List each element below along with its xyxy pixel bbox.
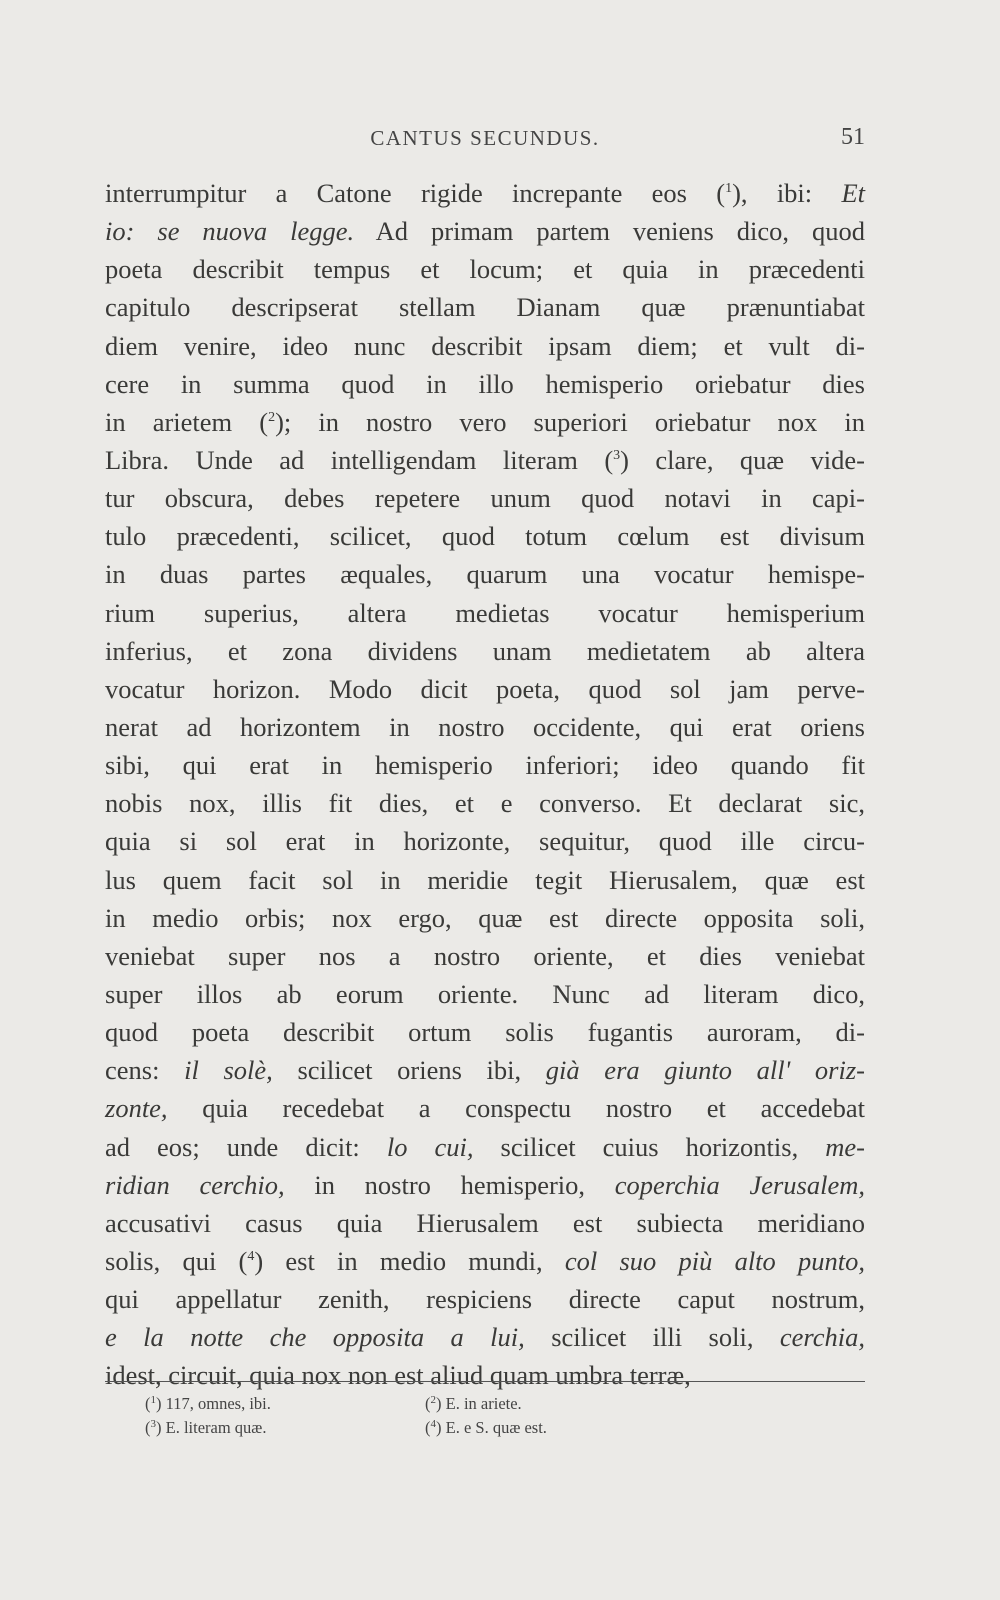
text-line [105, 822, 865, 860]
italic-text: lo cui, [386, 1131, 474, 1162]
text-line [105, 899, 865, 937]
text-line [105, 784, 865, 822]
text-segment: qui appellatur zenith, respiciens directe caput nostrum, [105, 1284, 865, 1315]
footnote-row [145, 1392, 705, 1416]
footnote-text: 117, omnes, ibi. [161, 1394, 271, 1413]
footnote-mark: 2 [430, 1394, 436, 1406]
text-segment: ) clare, quæ vide- [620, 444, 865, 475]
footnote-1: ($^1$) 117, omnes, ibi. [145, 1394, 271, 1413]
text-segment: interrumpitur a Catone rigide increpante eos ( [105, 178, 726, 208]
running-title: CANTUS SECUNDUS. [370, 126, 600, 150]
body-text [105, 174, 865, 1395]
text-line [105, 594, 865, 632]
running-head [105, 126, 865, 156]
footnote-reference: 1 [725, 181, 733, 196]
text-line [105, 1051, 865, 1089]
italic-text: Et [841, 178, 865, 208]
footnote-row [145, 1416, 705, 1440]
text-segment: in duas partes æquales, quarum una vocatur hemispe- [105, 559, 865, 590]
text-segment: quia recedebat a conspectu nostro et accedebat [167, 1093, 865, 1124]
text-segment: cens: [105, 1055, 185, 1086]
italic-text: zonte, [105, 1093, 168, 1124]
footnote-mark: 1 [150, 1394, 156, 1406]
italic-text: cerchia, [779, 1322, 865, 1353]
text-segment: Ad primam partem veniens dico, quod [354, 216, 865, 247]
text-line [105, 1013, 865, 1051]
text-line [105, 1242, 865, 1280]
text-line [105, 861, 865, 899]
text-line [105, 1356, 865, 1394]
text-segment: diem venire, ideo nunc describit ipsam diem; et vult di- [105, 330, 865, 361]
text-line [105, 517, 865, 555]
text-segment: super illos ab eorum oriente. Nunc ad literam dico, [105, 978, 865, 1009]
italic-text: io: se nuova legge. [105, 216, 355, 247]
footnote-2: ($^2$) E. in ariete. [425, 1394, 522, 1413]
footnote-reference: 2 [268, 409, 276, 425]
text-line [105, 288, 865, 326]
italic-text: ridian cerchio, [105, 1169, 285, 1200]
footnotes [145, 1392, 705, 1440]
text-line [105, 708, 865, 746]
text-segment: sibi, qui erat in hemisperio inferiori; ideo quando fit [105, 750, 865, 781]
text-segment: nerat ad horizontem in nostro occidente, qui erat oriens [105, 711, 865, 742]
text-segment: quia si sol erat in horizonte, sequitur, quod ille circu- [105, 826, 865, 857]
text-segment: quod poeta describit ortum solis fugantis auroram, di- [105, 1017, 865, 1048]
italic-text: coperchia Jerusalem, [614, 1169, 866, 1200]
text-line [105, 327, 865, 365]
text-segment: rium superius, altera medietas vocatur hemisperium [105, 597, 865, 628]
text-segment: tulo præcedenti, scilicet, quod totum cœlum est divisum [105, 521, 865, 552]
text-segment: solis, qui ( [105, 1245, 248, 1276]
footnote-4: ($^4$) E. e S. quæ est. [425, 1418, 547, 1437]
text-segment: tur obscura, debes repetere unum quod notavi in capi- [105, 483, 865, 514]
text-line [105, 1128, 865, 1166]
footnote-text: E. in ariete. [441, 1394, 522, 1413]
text-segment: poeta describit tempus et locum; et quia in præcedenti [105, 254, 865, 285]
text-line [105, 479, 865, 517]
text-segment: ), ibi: [732, 178, 842, 208]
text-line [105, 250, 865, 288]
footnote-rule [105, 1381, 865, 1382]
text-segment: nobis nox, illis fit dies, et e converso. Et declarat sic, [105, 788, 865, 819]
text-line [105, 975, 865, 1013]
text-line [105, 1166, 865, 1204]
text-segment: ad eos; unde dicit: [105, 1131, 387, 1162]
text-line [105, 555, 865, 593]
text-line [105, 365, 865, 403]
text-line [105, 937, 865, 975]
footnote-text: E. e S. quæ est. [441, 1418, 547, 1437]
text-line [105, 1318, 865, 1356]
text-segment: vocatur horizon. Modo dicit poeta, quod sol jam perve- [105, 673, 865, 704]
text-segment: in arietem ( [105, 406, 269, 437]
italic-text: col suo più alto punto, [564, 1245, 865, 1276]
italic-text: già era giunto all' oriz- [545, 1055, 865, 1086]
text-line [105, 403, 865, 441]
footnote-reference: 4 [247, 1248, 255, 1264]
italic-text: me- [825, 1131, 865, 1162]
text-line [105, 212, 865, 250]
text-segment: scilicet cuius horizontis, [473, 1131, 826, 1162]
italic-text: il solè, [184, 1055, 273, 1086]
text-segment: ); in nostro vero superiori oriebatur nox in [275, 406, 865, 437]
text-segment: capitulo descripserat stellam Dianam quæ prænuntiabat [105, 292, 865, 323]
text-segment: lus quem facit sol in meridie tegit Hierusalem, quæ est [105, 864, 865, 895]
text-segment: scilicet oriens ibi, [272, 1055, 546, 1086]
text-line [105, 1204, 865, 1242]
text-segment: inferius, et zona dividens unam medietatem ab altera [105, 635, 865, 666]
text-line [105, 1089, 865, 1127]
footnote-reference: 3 [613, 447, 621, 463]
text-segment: accusativi casus quia Hierusalem est subiecta meridiano [105, 1207, 865, 1238]
footnote-3: ($^3$) E. literam quæ. [145, 1418, 267, 1437]
text-segment: veniebat super nos a nostro oriente, et dies veniebat [105, 940, 865, 971]
italic-text: e la notte che opposita a lui, [105, 1322, 525, 1353]
text-line [105, 174, 865, 212]
text-line [105, 746, 865, 784]
page-number: 51 [841, 124, 865, 150]
text-line [105, 670, 865, 708]
text-segment: scilicet illi soli, [524, 1322, 780, 1353]
text-line [105, 441, 865, 479]
text-segment: Libra. Unde ad intelligendam literam ( [105, 444, 614, 475]
text-segment: idest, circuit, quia nox non est aliud quam umbra terræ, [105, 1360, 691, 1391]
footnote-mark: 4 [430, 1418, 436, 1430]
text-line [105, 1280, 865, 1318]
text-line [105, 632, 865, 670]
footnote-text: E. literam quæ. [161, 1418, 267, 1437]
footnote-mark: 3 [150, 1418, 156, 1430]
text-segment: in medio orbis; nox ergo, quæ est directe opposita soli, [105, 902, 865, 933]
text-segment: in nostro hemisperio, [284, 1169, 615, 1200]
text-segment: cere in summa quod in illo hemisperio oriebatur dies [105, 368, 865, 399]
text-segment: ) est in medio mundi, [254, 1245, 565, 1276]
